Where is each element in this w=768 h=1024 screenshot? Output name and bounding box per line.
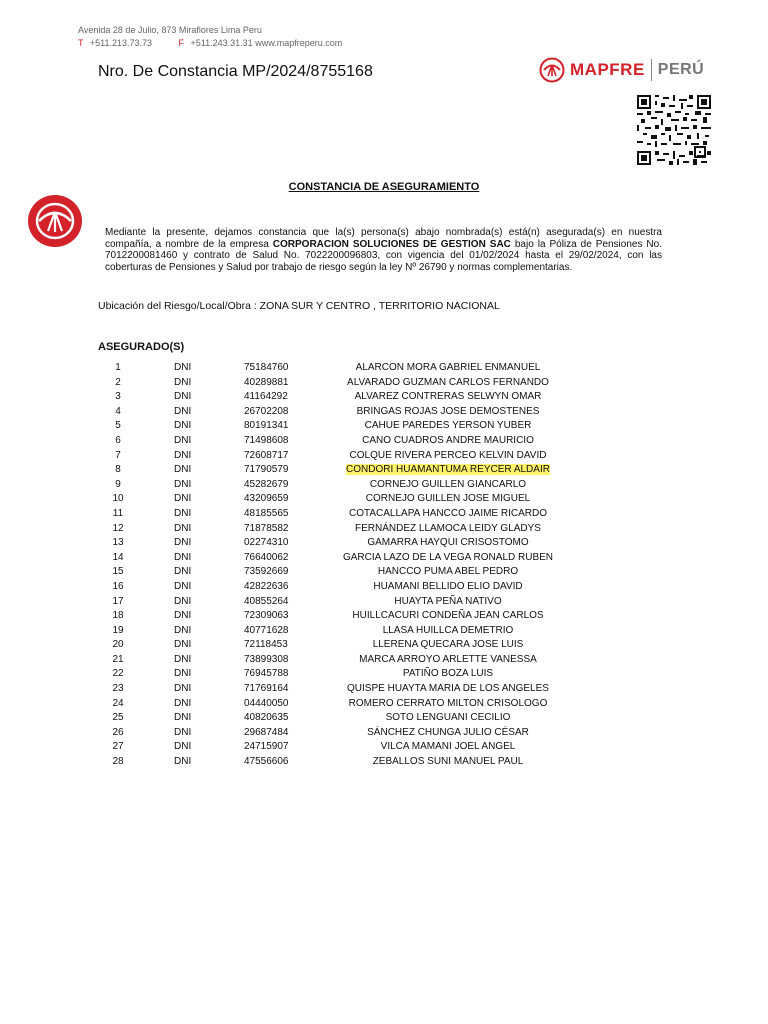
intro-paragraph xyxy=(105,227,662,273)
paragraph-part-2: bajo la Póliza de Pensiones No. 7012200081460 y contrato de Salud No. 7022200096803, con vigencia del 01/02/2024 hasta el 29/02/2024, con las coberturas de Pensiones y Salud por trabajo de riesgo según la ley Nº 26790 y normas complementarias. xyxy=(105,238,662,273)
document-number: 47556606 xyxy=(244,756,289,768)
document-type: DNI xyxy=(174,566,192,578)
row-number: 5 xyxy=(115,420,121,432)
document-type: DNI xyxy=(174,668,192,680)
document-number: 71878582 xyxy=(244,522,289,534)
table-row xyxy=(0,726,768,741)
insured-section-title: ASEGURADO(S) xyxy=(98,341,185,353)
document-number: 45282679 xyxy=(244,478,289,490)
table-row xyxy=(0,595,768,610)
row-number: 18 xyxy=(112,610,124,622)
table-row xyxy=(0,638,768,653)
row-number: 14 xyxy=(112,551,124,563)
insured-name: MARCA ARROYO ARLETTE VANESSA xyxy=(359,653,537,665)
table-row xyxy=(0,580,768,595)
address-block xyxy=(78,24,342,49)
insured-name: HUILLCACURI CONDEÑA JEAN CARLOS xyxy=(352,610,544,622)
insured-name: VILCA MAMANI JOEL ANGEL xyxy=(380,741,516,753)
insured-list xyxy=(0,361,768,770)
row-number: 22 xyxy=(112,668,124,680)
document-number: 02274310 xyxy=(244,537,289,549)
table-row xyxy=(0,478,768,493)
insured-name xyxy=(328,463,568,478)
phone-number: +511.213.73.73 xyxy=(89,37,153,48)
row-number: 15 xyxy=(112,566,124,578)
insured-name: GAMARRA HAYQUI CRISOSTOMO xyxy=(367,537,529,549)
document-number: 76945788 xyxy=(244,668,289,680)
document-type: DNI xyxy=(174,537,192,549)
document-type: DNI xyxy=(174,595,192,607)
document-type: DNI xyxy=(174,741,192,753)
document-number: 41164292 xyxy=(244,391,288,403)
document-number: 26702208 xyxy=(244,405,289,417)
row-number: 10 xyxy=(112,493,124,505)
insured-name: SOTO LENGUANI CECILIO xyxy=(385,712,511,724)
row-number: 16 xyxy=(112,580,124,592)
document-type: DNI xyxy=(174,376,192,388)
document-number: 71769164 xyxy=(244,683,289,695)
insured-name: SÁNCHEZ CHUNGA JULIO CÉSAR xyxy=(367,726,529,738)
heading-text: CONSTANCIA DE ASEGURAMIENTO xyxy=(288,181,480,193)
document-type: DNI xyxy=(174,464,192,476)
table-row xyxy=(0,390,768,405)
table-row xyxy=(0,419,768,434)
insured-name: CORNEJO GUILLEN JOSE MIGUEL xyxy=(365,493,531,505)
document-type: DNI xyxy=(174,756,192,768)
row-number: 8 xyxy=(115,464,121,476)
document-number: 72309063 xyxy=(244,610,289,622)
document-type: DNI xyxy=(174,420,192,432)
document-type: DNI xyxy=(174,683,192,695)
insured-name: FERNÁNDEZ LLAMOCA LEIDY GLADYS xyxy=(355,522,541,534)
row-number: 3 xyxy=(115,391,121,403)
document-number: 73592669 xyxy=(244,566,289,578)
constancia-title: Nro. De Constancia MP/2024/8755168 xyxy=(98,63,373,80)
mapfre-emblem-icon xyxy=(539,57,565,83)
row-number: 24 xyxy=(112,697,124,709)
highlighted-name: CONDORI HUAMANTUMA REYCER ALDAIR xyxy=(346,464,550,476)
document-number: 29687484 xyxy=(244,726,289,738)
document-type: DNI xyxy=(174,580,192,592)
table-row xyxy=(0,565,768,580)
insured-name: CAHUE PAREDES YERSON YUBER xyxy=(364,420,532,432)
fax-and-web: +511.243.31.31 www.mapfreperu.com xyxy=(190,37,343,48)
row-number: 19 xyxy=(112,624,124,636)
document-type: DNI xyxy=(174,551,192,563)
row-number: 4 xyxy=(115,405,121,417)
table-row xyxy=(0,463,768,478)
row-number: 7 xyxy=(115,449,121,461)
document-type: DNI xyxy=(174,391,192,403)
document-type: DNI xyxy=(174,610,192,622)
table-row xyxy=(0,667,768,682)
table-row xyxy=(0,361,768,376)
insured-name: HUAMANI BELLIDO ELIO DAVID xyxy=(373,580,523,592)
row-number: 25 xyxy=(112,712,124,724)
document-number: 73899308 xyxy=(244,653,289,665)
phone-prefix: T xyxy=(78,37,84,48)
document-number: 48185565 xyxy=(244,507,289,519)
insured-name: GARCIA LAZO DE LA VEGA RONALD RUBEN xyxy=(342,551,554,563)
table-row xyxy=(0,551,768,566)
row-number: 13 xyxy=(112,537,124,549)
insured-name: BRINGAS ROJAS JOSE DEMOSTENES xyxy=(356,405,540,417)
insured-name: ZEBALLOS SUNI MANUEL PAUL xyxy=(372,756,524,768)
document-type: DNI xyxy=(174,362,192,373)
row-number: 23 xyxy=(112,683,124,695)
row-number: 27 xyxy=(112,741,124,753)
document-number: 71498608 xyxy=(244,434,289,446)
document-number: 40771628 xyxy=(244,624,289,636)
row-number: 11 xyxy=(112,507,124,519)
document-type: DNI xyxy=(174,522,192,534)
document-number: 72608717 xyxy=(244,449,289,461)
insured-name: CANO CUADROS ANDRE MAURICIO xyxy=(362,434,534,446)
table-row xyxy=(0,697,768,712)
table-row xyxy=(0,522,768,537)
document-type: DNI xyxy=(174,478,192,490)
document-type: DNI xyxy=(174,712,192,724)
row-number: 2 xyxy=(115,376,121,388)
document-number: 72118453 xyxy=(244,639,288,651)
mapfre-logo xyxy=(539,56,719,84)
logo-brand-text: MAPFRE xyxy=(570,60,645,79)
document-type: DNI xyxy=(174,434,192,446)
table-row xyxy=(0,507,768,522)
insured-name: COLQUE RIVERA PERCEO KELVIN DAVID xyxy=(349,449,547,461)
insured-name: ALARCON MORA GABRIEL ENMANUEL xyxy=(355,362,541,373)
document-number: 75184760 xyxy=(244,362,289,373)
row-number: 20 xyxy=(112,639,124,651)
document-type: DNI xyxy=(174,624,192,636)
insured-name: CORNEJO GUILLEN GIANCARLO xyxy=(369,478,527,490)
document-number: 24715907 xyxy=(244,741,289,753)
row-number: 28 xyxy=(112,756,124,768)
risk-location: Ubicación del Riesgo/Local/Obra : ZONA SUR Y CENTRO , TERRITORIO NACIONAL xyxy=(98,300,500,312)
company-name: CORPORACION SOLUCIONES DE GESTION SAC xyxy=(272,238,511,250)
insured-name: LLERENA QUECARA JOSE LUIS xyxy=(372,639,524,651)
insured-name: ALVARADO GUZMAN CARLOS FERNANDO xyxy=(347,376,549,388)
document-type: DNI xyxy=(174,405,192,417)
mapfre-seal-icon xyxy=(28,195,82,247)
table-row xyxy=(0,755,768,770)
insured-name: QUISPE HUAYTA MARIA DE LOS ANGELES xyxy=(347,683,549,695)
logo-country-text: PERÚ xyxy=(657,61,705,78)
document-type: DNI xyxy=(174,639,192,651)
document-type: DNI xyxy=(174,697,192,709)
table-row xyxy=(0,449,768,464)
document-number: 40820635 xyxy=(244,712,289,724)
row-number: 6 xyxy=(115,434,121,446)
document-type: DNI xyxy=(174,493,192,505)
table-row xyxy=(0,434,768,449)
table-row xyxy=(0,740,768,755)
row-number: 17 xyxy=(112,595,124,607)
fax-prefix: F xyxy=(178,37,185,48)
document-number: 42822636 xyxy=(244,580,289,592)
document-number: 40289881 xyxy=(244,376,289,388)
row-number: 26 xyxy=(112,726,124,738)
table-row xyxy=(0,609,768,624)
document-type: DNI xyxy=(174,653,192,665)
address-line: Avenida 28 de Julio, 873 Miraflores Lima Peru xyxy=(78,25,262,35)
document-number: 80191341 xyxy=(244,420,289,432)
document-type: DNI xyxy=(174,449,192,461)
document-number: 71790579 xyxy=(244,464,289,476)
document-type: DNI xyxy=(174,726,192,738)
table-row xyxy=(0,492,768,507)
logo-separator xyxy=(651,59,652,81)
insured-name: ALVAREZ CONTRERAS SELWYN OMAR xyxy=(354,391,542,403)
table-row xyxy=(0,682,768,697)
document-number: 40855264 xyxy=(244,595,289,607)
paragraph-part-1: Mediante la presente, dejamos constancia que la(s) persona(s) abajo nombrada(s) está(n) asegurada(s) en nuestra compañía, a nombre de la empresa xyxy=(105,227,662,250)
row-number: 9 xyxy=(115,478,121,490)
insured-name: ROMERO CERRATO MILTON CRISOLOGO xyxy=(348,697,548,709)
row-number: 12 xyxy=(112,522,124,534)
document-type: DNI xyxy=(174,507,192,519)
insured-name: HANCCO PUMA ABEL PEDRO xyxy=(377,566,519,578)
table-row xyxy=(0,624,768,639)
document-number: 43209659 xyxy=(244,493,289,505)
table-row xyxy=(0,405,768,420)
insured-name: PATIÑO BOZA LUIS xyxy=(402,668,494,680)
insured-name: LLASA HUILLCA DEMETRIO xyxy=(382,624,514,636)
table-row xyxy=(0,376,768,391)
row-number: 1 xyxy=(115,362,121,373)
qr-code-icon xyxy=(637,95,711,165)
table-row xyxy=(0,711,768,726)
document-heading xyxy=(0,181,768,193)
document-number: 76640062 xyxy=(244,551,289,563)
row-number: 21 xyxy=(112,653,124,665)
table-row xyxy=(0,653,768,668)
table-row xyxy=(0,536,768,551)
insured-name: HUAYTA PEÑA NATIVO xyxy=(394,595,502,607)
document-number: 04440050 xyxy=(244,697,289,709)
insured-name: COTACALLAPA HANCCO JAIME RICARDO xyxy=(349,507,547,519)
contact-line xyxy=(78,37,342,50)
